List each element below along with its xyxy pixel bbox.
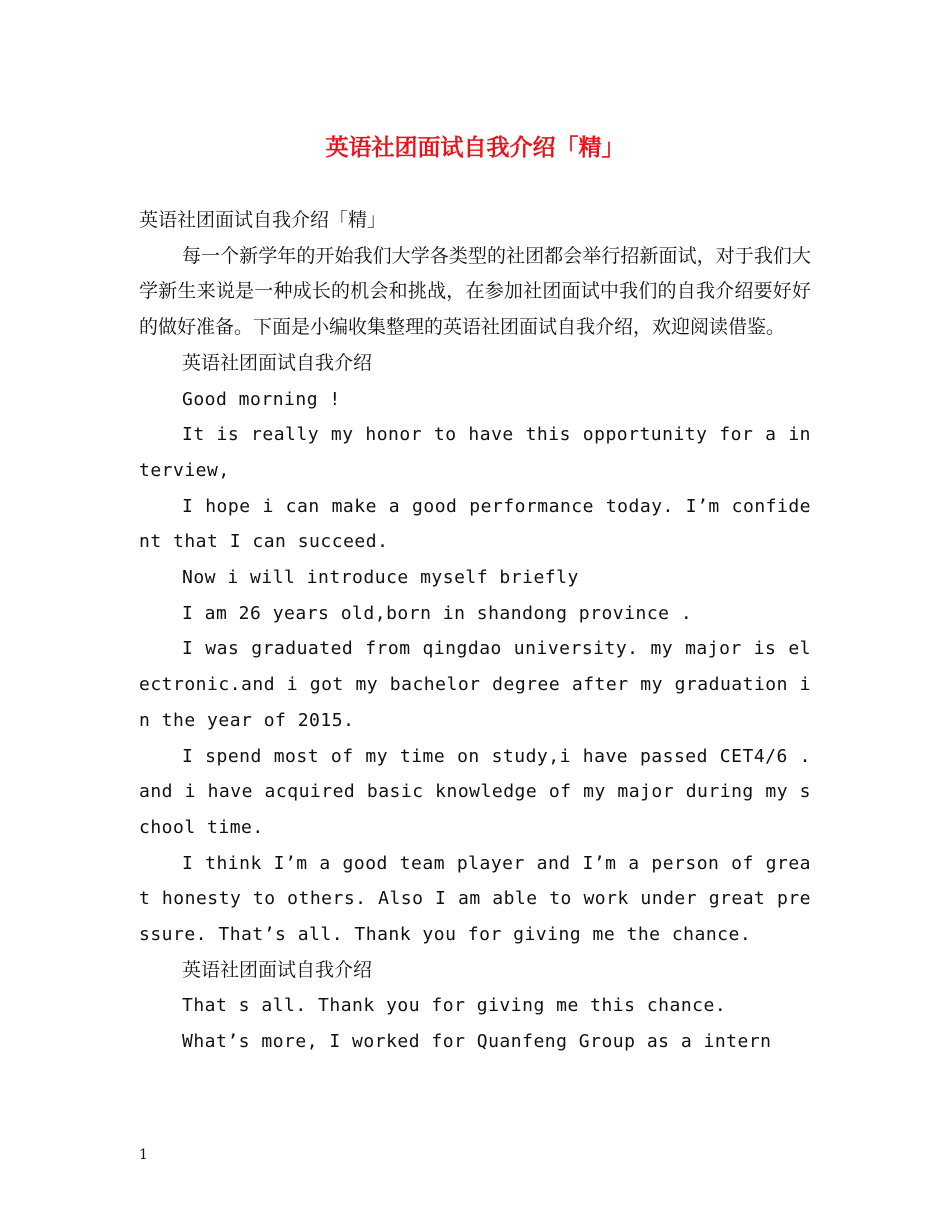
paragraph-intro: 每一个新学年的开始我们大学各类型的社团都会举行招新面试，对于我们大学新生来说是一种成长的机会和挑战，在参加社团面试中我们的自我介绍要好好的做好准备。下面是小编收集整理的英语社团面试自我介绍，欢迎阅读借鉴。	[139, 244, 811, 339]
paragraph-honor: It is really my honor to have this opportunity for a interview,	[139, 424, 811, 481]
document-title: 英语社团面试自我介绍「精」	[325, 134, 625, 161]
page-number: 1	[139, 1147, 148, 1163]
paragraph-section-heading: 英语社团面试自我介绍	[182, 351, 373, 374]
paragraph-study: I spend most of my time on study,i have passed CET4/6 . and i have acquired basic knowledge of my major during my school time.	[139, 745, 811, 838]
paragraph-intern: What’s more, I worked for Quanfeng Group as a intern	[182, 1031, 772, 1053]
paragraph-hope: I hope i can make a good performance today. I’m confident that I can succeed.	[139, 495, 811, 553]
paragraph-heading: 英语社团面试自我介绍「精」	[139, 209, 387, 231]
paragraph-thanks: That s all. Thank you for giving me this chance.	[182, 995, 727, 1017]
paragraph-teamwork: I think I’m a good team player and I’m a person of great honesty to others. Also I am able to work under great pressure. That’s all. Thank you for giving me the chance.	[139, 852, 811, 946]
paragraph-education: I was graduated from qingdao university. my major is electronic.and i got my bachelor degree after my graduation in the year of 2015.	[139, 638, 811, 731]
paragraph-greeting: Good morning !	[182, 388, 341, 410]
paragraph-section-heading-2: 英语社团面试自我介绍	[182, 958, 373, 981]
paragraph-introduce: Now i will introduce myself briefly	[182, 567, 579, 589]
paragraph-age: I am 26 years old,born in shandong province .	[182, 602, 693, 624]
document-body	[139, 203, 811, 1060]
